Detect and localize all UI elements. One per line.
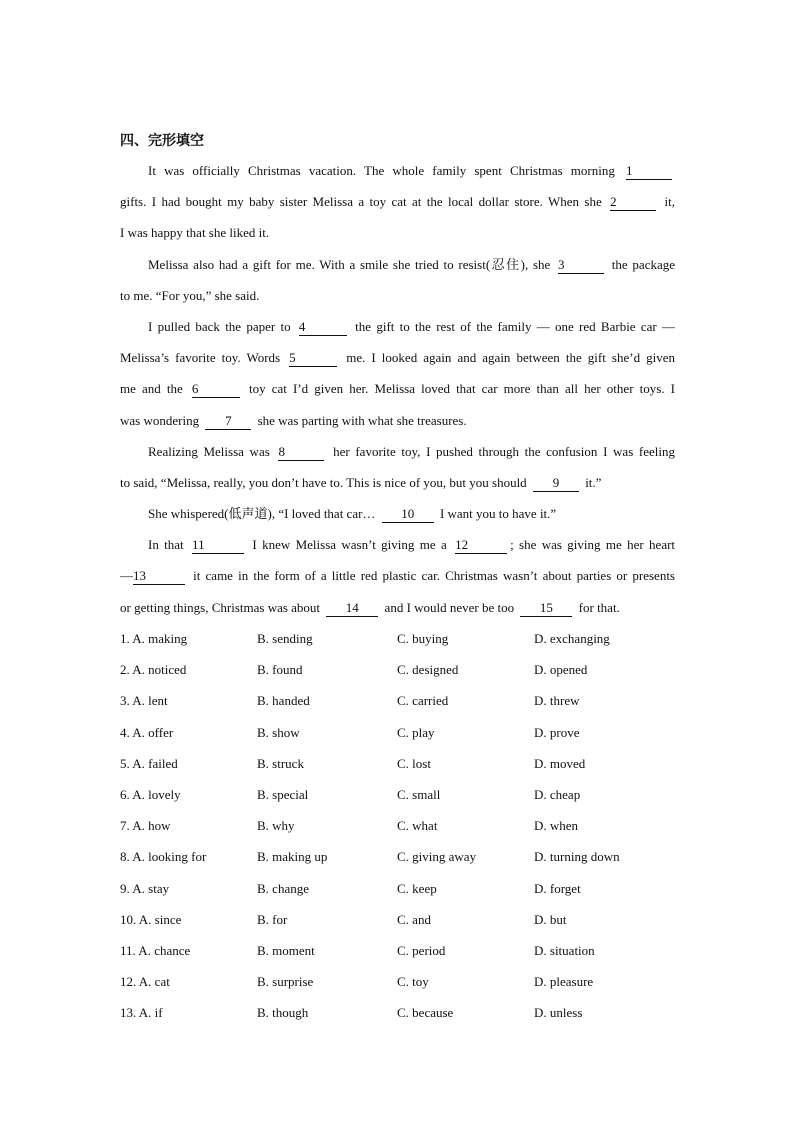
option-b: B. though xyxy=(257,1005,309,1021)
option-a: 5. A. failed xyxy=(120,755,178,771)
passage-line xyxy=(120,217,675,248)
option-b: B. sending xyxy=(257,631,313,646)
option-b: B. why xyxy=(257,818,295,834)
blank-5: 5 xyxy=(289,351,337,367)
option-a: 9. A. stay xyxy=(120,880,170,896)
passage-text: me. I looked again and again between the gift she’d given xyxy=(346,350,675,366)
blank-11: 11 xyxy=(192,538,244,554)
option-d: D. threw xyxy=(534,693,580,709)
option-a: 7. A. how xyxy=(120,818,171,834)
option-b: B. struck xyxy=(257,755,304,771)
option-a: 8. A. looking for xyxy=(120,849,207,865)
option-c: C. carried xyxy=(397,693,449,709)
option-c: C. keep xyxy=(397,880,437,896)
blank-13: 13 xyxy=(133,569,185,585)
option-row xyxy=(120,841,680,872)
passage-text: the package xyxy=(611,256,675,272)
option-row xyxy=(120,997,680,1028)
passage-text: she was parting with what she treasures. xyxy=(257,412,467,428)
option-d: D. prove xyxy=(534,724,580,740)
option-d: D. opened xyxy=(534,662,588,678)
passage-line xyxy=(120,529,675,560)
option-row xyxy=(120,685,680,716)
passage-text: ; she was giving me her heart xyxy=(510,537,675,553)
passage-text: it, xyxy=(664,194,675,210)
option-b: B. found xyxy=(257,662,303,678)
passage-line xyxy=(120,280,675,311)
passage-text: I was happy that she liked it. xyxy=(120,225,270,241)
option-a: 3. A. lent xyxy=(120,693,168,709)
option-c: C. designed xyxy=(397,662,459,678)
answer-options xyxy=(120,623,680,1028)
passage-text: was wondering xyxy=(120,412,200,428)
passage-text: In that xyxy=(148,537,184,553)
passage-text: Realizing Melissa was xyxy=(148,443,270,459)
passage-line xyxy=(120,436,675,467)
passage-text: or getting things, Christmas was about xyxy=(120,599,321,615)
option-d: D. exchanging xyxy=(534,631,610,646)
option-b: B. for xyxy=(257,911,288,927)
passage-line xyxy=(120,592,675,623)
passage-text: to me. “For you,” she said. xyxy=(120,287,260,303)
option-b: B. special xyxy=(257,786,309,802)
passage-text: Melissa also had a gift for me. With a smile she tried to resist(忍住), she xyxy=(148,256,551,272)
option-a: 13. A. if xyxy=(120,1005,163,1021)
section-heading: 四、完形填空 xyxy=(120,133,204,149)
option-b: B. surprise xyxy=(257,974,314,990)
passage-text: to said, “Melissa, really, you don’t have to. This is nice of you, but you should xyxy=(120,474,527,490)
passage-line xyxy=(120,467,675,498)
passage-text: I knew Melissa wasn’t giving me a xyxy=(252,537,447,553)
option-b: B. handed xyxy=(257,693,310,709)
option-row xyxy=(120,904,680,935)
option-a: 12. A. cat xyxy=(120,974,170,990)
option-a: 4. A. offer xyxy=(120,724,174,740)
blank-12: 12 xyxy=(455,538,507,554)
option-d: D. situation xyxy=(534,942,595,958)
option-a: 6. A. lovely xyxy=(120,786,181,802)
option-row xyxy=(120,748,680,779)
blank-15: 15 xyxy=(520,601,572,617)
option-b: B. moment xyxy=(257,942,315,958)
option-d: D. but xyxy=(534,911,567,927)
option-d: D. forget xyxy=(534,880,581,896)
option-d: D. when xyxy=(534,818,579,834)
option-c: C. because xyxy=(397,1005,454,1021)
option-b: B. making up xyxy=(257,849,328,865)
blank-1: 1 xyxy=(626,164,672,180)
option-row xyxy=(120,779,680,810)
option-row xyxy=(120,810,680,841)
passage-text: for that. xyxy=(578,599,620,615)
blank-3: 3 xyxy=(558,258,604,274)
option-d: D. unless xyxy=(534,1005,583,1021)
option-c: C. play xyxy=(397,724,435,740)
option-a: 1. A. making xyxy=(120,631,188,646)
option-row xyxy=(120,966,680,997)
option-c: C. what xyxy=(397,818,438,834)
option-d: D. pleasure xyxy=(534,974,594,990)
passage-text: Melissa’s favorite toy. Words xyxy=(120,350,281,366)
option-a: 10. A. since xyxy=(120,911,182,927)
cloze-passage xyxy=(120,155,675,623)
passage-line xyxy=(120,342,675,373)
passage-line xyxy=(120,155,675,186)
option-c: C. lost xyxy=(397,755,431,771)
passage-line xyxy=(120,311,675,342)
passage-text: toy cat I’d given her. Melissa loved that car more than all her other toys. I xyxy=(249,381,675,397)
passage-text: me and the xyxy=(120,381,183,397)
blank-10: 10 xyxy=(382,507,434,523)
option-c: C. giving away xyxy=(397,849,477,865)
option-row xyxy=(120,935,680,966)
blank-9: 9 xyxy=(533,476,579,492)
option-d: D. turning down xyxy=(534,849,620,865)
option-a: 11. A. chance xyxy=(120,942,191,958)
passage-text: and I would never be too xyxy=(384,599,515,615)
passage-line xyxy=(120,373,675,404)
option-a: 2. A. noticed xyxy=(120,662,187,678)
option-d: D. cheap xyxy=(534,786,581,802)
passage-text: it.” xyxy=(585,474,602,490)
blank-8: 8 xyxy=(278,445,324,461)
passage-text: It was officially Christmas vacation. The whole family spent Christmas morning xyxy=(148,163,615,178)
option-c: C. and xyxy=(397,911,431,927)
passage-text: I pulled back the paper to xyxy=(148,318,291,334)
option-c: C. small xyxy=(397,786,441,802)
option-b: B. show xyxy=(257,724,300,740)
passage-line xyxy=(120,560,675,591)
blank-2: 2 xyxy=(610,195,656,211)
option-c: C. toy xyxy=(397,974,429,990)
passage-line xyxy=(120,186,675,217)
option-c: C. buying xyxy=(397,631,449,646)
passage-line xyxy=(120,405,675,436)
option-b: B. change xyxy=(257,880,309,896)
passage-line xyxy=(120,498,675,529)
option-c: C. period xyxy=(397,942,446,958)
passage-text: it came in the form of a little red plastic car. Christmas wasn’t about parties or presents xyxy=(193,568,675,584)
passage-line xyxy=(120,249,675,280)
blank-4: 4 xyxy=(299,320,347,336)
option-row xyxy=(120,717,680,748)
passage-text: She whispered(低声道), “I loved that car… xyxy=(148,506,376,522)
blank-7: 7 xyxy=(205,414,251,430)
option-row xyxy=(120,654,680,685)
option-row xyxy=(120,873,680,904)
option-row xyxy=(120,623,680,654)
blank-14: 14 xyxy=(326,601,378,617)
passage-text: I want you to have it.” xyxy=(439,506,557,522)
passage-text: the gift to the rest of the family — one red Barbie car — xyxy=(355,318,675,334)
option-d: D. moved xyxy=(534,755,586,771)
blank-6: 6 xyxy=(192,382,240,398)
passage-text: her favorite toy, I pushed through the confusion I was feeling xyxy=(333,443,675,459)
passage-text: gifts. I had bought my baby sister Melissa a toy cat at the local dollar store. When she xyxy=(120,194,602,210)
passage-text: — xyxy=(120,568,133,584)
